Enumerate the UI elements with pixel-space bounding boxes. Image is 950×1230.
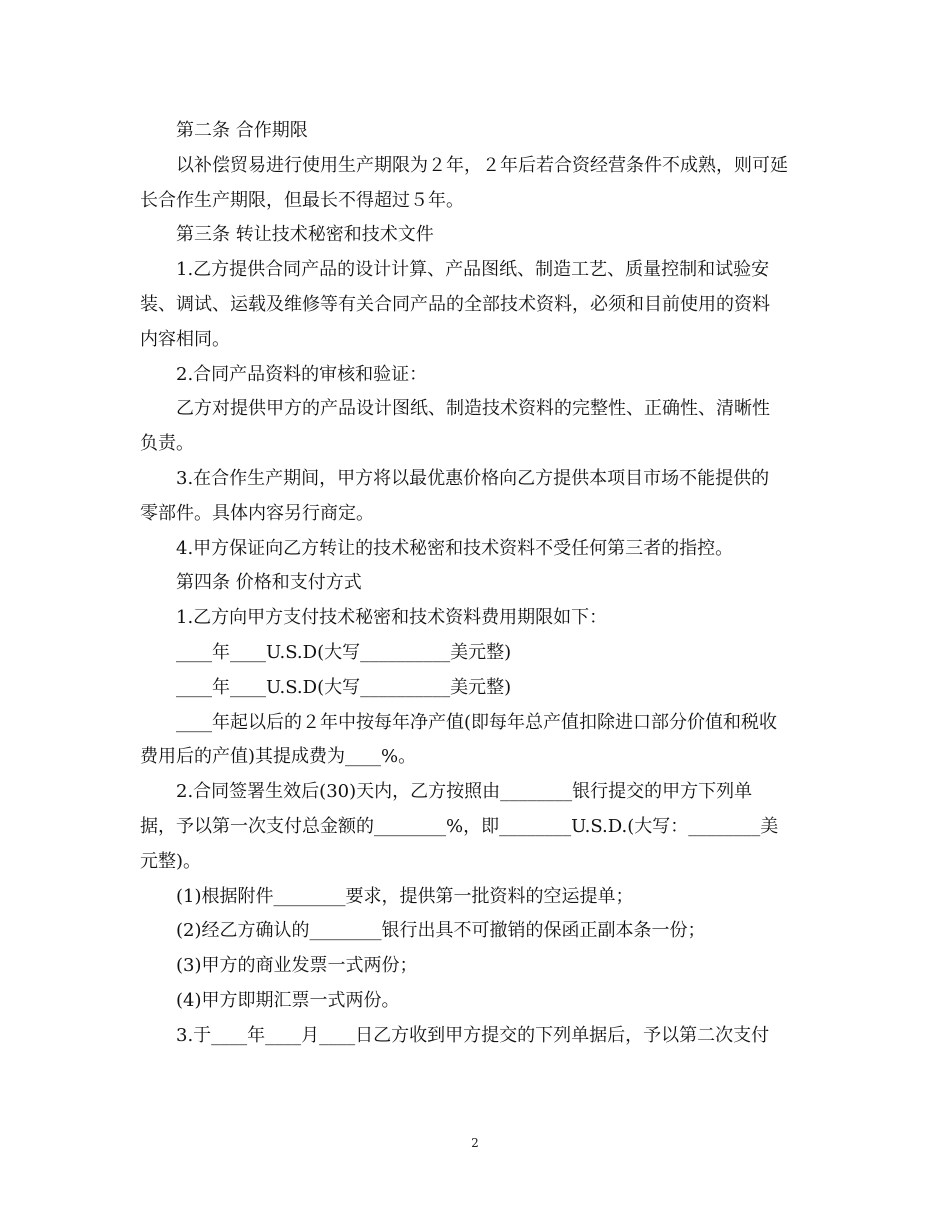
paragraph-line: 3.于____年____月____日乙方收到甲方提交的下列单据后，予以第二次支付 (176, 1024, 770, 1046)
paragraph-line: 2.合同签署生效后(30)天内，乙方按照由________银行提交的甲方下列单 (176, 781, 753, 803)
paragraph-line: 1.乙方向甲方支付技术秘密和技术资料费用期限如下： (176, 607, 608, 629)
paragraph-line: 装、调试、运载及维修等有关合同产品的全部技术资料，必须和目前使用的资料 (140, 293, 770, 315)
article-3-heading: 第三条 转让技术秘密和技术文件 (176, 224, 434, 246)
article-4-heading: 第四条 价格和支付方式 (176, 572, 362, 594)
paragraph-line: 长合作生产期限，但最长不得超过５年。 (140, 189, 464, 211)
payment-schedule-line: ____年____U.S.D(大写__________美元整) (176, 641, 512, 663)
paragraph-line: 4.甲方保证向乙方转让的技术秘密和技术资料不受任何第三者的指控。 (176, 537, 734, 559)
list-item: (3)甲方的商业发票一式两份； (176, 955, 418, 977)
page-number: 2 (471, 1136, 479, 1150)
list-item: (4)甲方即期汇票一式两份。 (176, 989, 400, 1011)
paragraph-line: ____年起以后的２年中按每年净产值(即每年总产值扣除进口部分价值和税收 (176, 711, 778, 733)
paragraph-line: 以补偿贸易进行使用生产期限为２年，２年后若合资经营条件不成熟，则可延 (176, 154, 788, 176)
payment-schedule-line: ____年____U.S.D(大写__________美元整) (176, 676, 512, 698)
paragraph-line: 据，予以第一次支付总金额的________%，即________U.S.D.(大写：________美 (140, 815, 779, 837)
document-body (140, 114, 815, 1054)
paragraph-line: 2.合同产品资料的审核和验证： (176, 363, 428, 385)
paragraph-line: 费用后的产值)其提成费为____%。 (140, 746, 417, 768)
paragraph-line: 1.乙方提供合同产品的设计计算、产品图纸、制造工艺、质量控制和试验安 (176, 259, 770, 281)
paragraph-line: 乙方对提供甲方的产品设计图纸、制造技术资料的完整性、正确性、清晰性 (176, 398, 770, 420)
paragraph-line: 内容相同。 (140, 328, 230, 350)
paragraph-line: 3.在合作生产期间，甲方将以最优惠价格向乙方提供本项目市场不能提供的 (176, 467, 770, 489)
paragraph-line: 零部件。具体内容另行商定。 (140, 502, 374, 524)
paragraph-line: 负责。 (140, 433, 194, 455)
list-item: (1)根据附件________要求，提供第一批资料的空运提单； (176, 885, 634, 907)
paragraph-line: 元整)。 (140, 850, 202, 872)
list-item: (2)经乙方确认的________银行出具不可撤销的保函正副本条一份； (176, 920, 706, 942)
article-2-heading: 第二条 合作期限 (176, 120, 308, 141)
